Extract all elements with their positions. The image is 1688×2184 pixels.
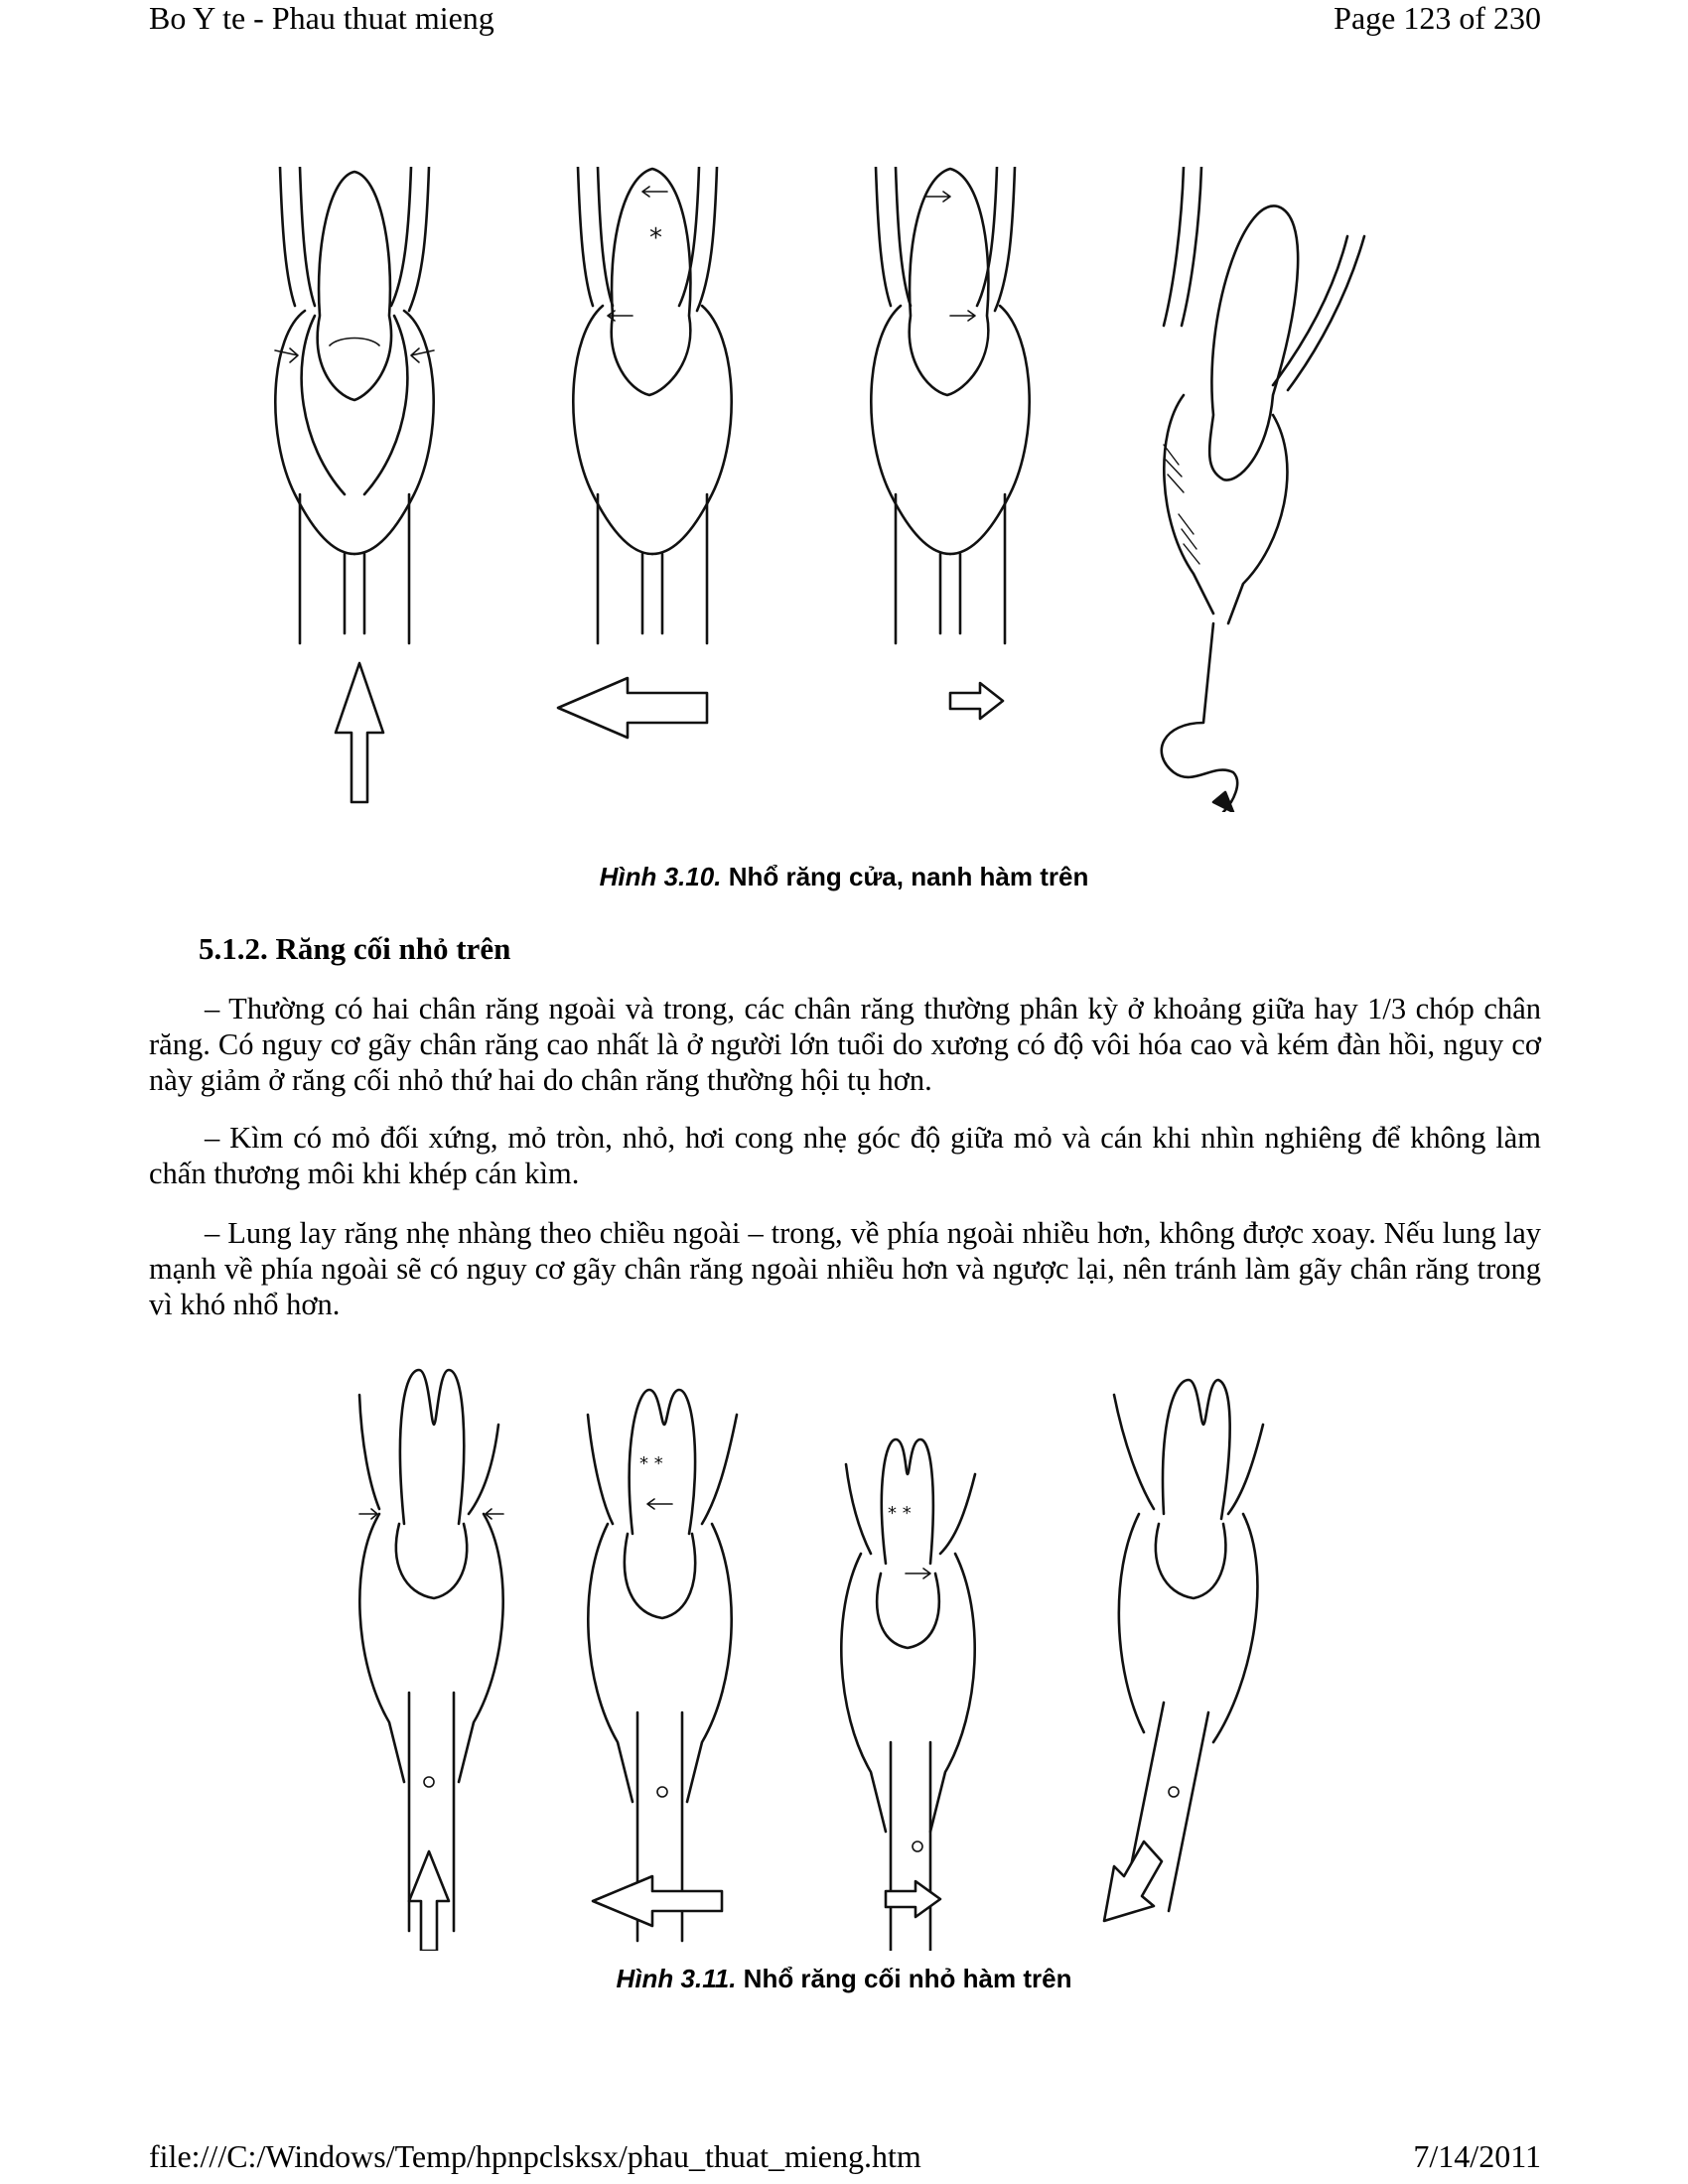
fig1-panel-3 (871, 167, 1029, 719)
arrow-right-icon (886, 1881, 940, 1917)
header-title: Bo Y te - Phau thuat mieng (149, 0, 494, 36)
fig2-panel-3 (841, 1439, 975, 1951)
section-title: 5.1.2. Răng cối nhỏ trên (199, 931, 511, 966)
paragraph-luxation: – Lung lay răng nhẹ nhàng theo chiều ngoài – trong, về phía ngoài nhiều hơn, không được xoay. Nếu lung lay mạnh về phía ngoài sẽ có nguy cơ gãy chân răng ngoài nhiều hơn và ngược lại, nên tránh làm gãy chân răng trong vì khó nhổ hơn. (149, 1216, 1541, 1321)
fig1-panel-2 (558, 167, 732, 738)
footer-file-path: file:///C:/Windows/Temp/hpnpclsksx/phau_thuat_mieng.htm (149, 2138, 921, 2174)
fig2-panel-4 (1104, 1380, 1263, 1921)
arrow-right-icon (950, 683, 1003, 719)
arrow-left-icon (558, 678, 707, 738)
arrow-up-icon (336, 663, 383, 802)
fig2-panel-1 (359, 1370, 503, 1951)
fig1-panel-4 (1162, 167, 1364, 812)
figure-3-11-caption (0, 1964, 1688, 1994)
arrow-left-icon (593, 1876, 722, 1926)
svg-text:* *: * * (639, 1453, 663, 1474)
rotation-arrow-icon (1162, 623, 1237, 812)
figure-incisor-extraction (260, 167, 1452, 812)
svg-text:* *: * * (888, 1503, 912, 1524)
paragraph-forceps: – Kìm có mỏ đối xứng, mỏ tròn, nhỏ, hơi cong nhẹ góc độ giữa mỏ và cán khi nhìn nghiêng để không làm chấn thương môi khi khép cán kìm. (149, 1121, 1541, 1190)
figure-3-10-caption (0, 862, 1688, 892)
fig1-panel-1 (275, 167, 434, 802)
fig2-panel-2 (588, 1390, 737, 1941)
figure-3-10-text: Nhổ răng cửa, nanh hàm trên (721, 862, 1089, 891)
figure-3-11-text: Nhổ răng cối nhỏ hàm trên (736, 1964, 1072, 1993)
paragraph-roots: – Thường có hai chân răng ngoài và trong, các chân răng thường phân kỳ ở khoảng giữa hay 1/3 chóp chân răng. Có nguy cơ gãy chân răng cao nhất là ở người lớn tuổi do xương có độ vôi hóa cao và kém đàn hồi, nguy cơ này giảm ở răng cối nhỏ thứ hai do chân răng thường hội tụ hơn. (149, 992, 1541, 1097)
arrow-up-icon (409, 1851, 449, 1951)
svg-text:*: * (649, 223, 662, 253)
header-page-number: Page 123 of 230 (1334, 0, 1541, 36)
figure-3-11-label: Hình 3.11. (616, 1964, 737, 1993)
figure-3-10-label: Hình 3.10. (599, 862, 722, 891)
figure-premolar-extraction (350, 1365, 1442, 1951)
footer-date: 7/14/2011 (1413, 2138, 1541, 2174)
